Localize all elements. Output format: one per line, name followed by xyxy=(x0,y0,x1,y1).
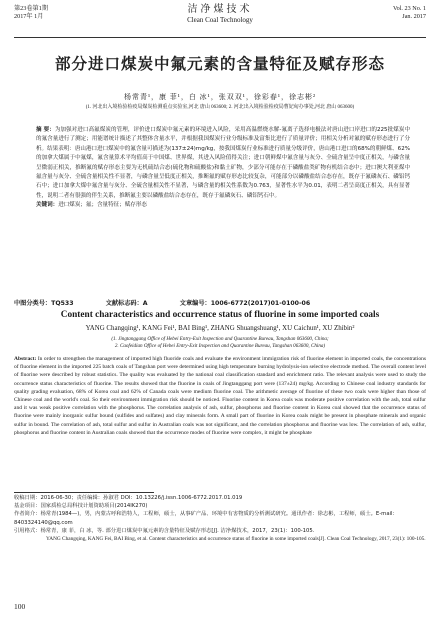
english-title: Content characteristics and occurrence status of fluorine in some imported coals xyxy=(60,310,380,320)
issue-date: 2017年 1月 xyxy=(14,13,44,20)
document-code: 文献标志码：A xyxy=(105,300,148,307)
issue-date-en: Jan. 2017 xyxy=(402,13,426,20)
abstract-paragraph xyxy=(36,126,410,201)
abstract-en-text: In order to strengthen the management of imported high fluoride coals and evaluate the environment immigration risk of fluorine element in imported coals, the concentrations of fluorine element in the imported 225 batch coals of Tangshan port were determined using high temperature burning hydrolysis-ion selective electrode method. The overall content level of fluorine were described by robust statistics. The quality was evaluated by the national coal classification standard and enrichment ratio. The relevant analysis were used to study the occurrence status characteristics of fluorine. The results showed that the fluorine in coals of Jingtanggang port were (137±24) mg/kg. According to Chinese coal industry standards for quality grading evaluation, 68% of Korea coal and 62% of Canada coals were medium fluorine coal. The arithmetic average of fluorine of these two coals were higher than those of Chinese coal and the world's coal. So their environment immigration risk should be noticed. Fluorine content in Korea coals was moderate positive correlation with the ash, total sulfur and it was weak positive correlation with the phosphorus. The correlation analysis of ash, sulfur, phosphorus and fluorine content in Korea coal showed that the occurrence status of fluorine were mainly inorganic sulfur bound (sulfides and sulfates) and clay minerals form. A small part of fluorine in Korea coals might be present in phosphate minerals and organic sulfur in bound. The correlation of ash, total sulfur and sulfur in Australian coals was not significant, and the correlation phosphorus and fluorine was low. The correlation of ash, sulfur, phosphorus and fluorine content in Australian coals showed that the occurrence modes of fluorine were complex, it might be phosphate xyxy=(14,356,427,436)
affiliation: (1. 河北出入境检验检疫局煤炭检测重点实验室,河北 唐山 063600; 2. 河北出入境检验检疫局曹妃甸办事处,河北 唐山 063600) xyxy=(85,105,355,110)
page-number: 100 xyxy=(14,602,26,611)
footnote-citation: 引用格式：杨常青，康 菲，白 冰，等. 部分进口煤炭中氟元素的含量特征及赋存形态[J]. 洁净煤技术，2017，23(1)：100-105. xyxy=(14,527,315,534)
paper-title: 部分进口煤炭中氟元素的含量特征及赋存形态 xyxy=(54,55,385,73)
english-affiliation-2: 2. Caofeidian Office of Hebei Entry-Exit Inspection and Quarantine Bureau, Tangshan 063600, China) xyxy=(114,343,326,349)
english-authors: YANG Changqing¹, KANG Fei¹, BAI Bing¹, ZHANG Shuangshuang¹, XU Caichun¹, XU Zhibin² xyxy=(85,325,355,332)
header-center xyxy=(14,3,426,25)
volume-issue-en: Vol. 23 No. 1 xyxy=(392,5,426,12)
article-number: 文章编号：1006-6772(2017)01-0100-06 xyxy=(179,300,311,307)
journal-name-en: Clean Coal Technology xyxy=(187,16,253,24)
volume-issue: 第23卷第1期 xyxy=(14,5,49,12)
journal-name-zh: 洁净煤技术 xyxy=(187,4,253,15)
clc-number: 中图分类号：TQ533 xyxy=(14,300,74,307)
author-list: 杨常青¹，康 菲¹，白 冰¹，张双双¹，徐彩春¹，徐志彬² xyxy=(123,93,317,101)
abstract-en xyxy=(14,355,426,437)
footnote-received: 收稿日期：2016-06-30；责任编辑：孙淑君 DOI：10.13226/j.issn.1006-6772.2017.01.019 xyxy=(14,495,243,501)
footnotes xyxy=(14,494,426,543)
footnote-citation-en: YANG Changqing, KANG Fei, BAI Bing, et al. Content characteristics and occurrence status of fluorine in some imported coals[J]. Clean Coal Technology, 2017, 23(1): 100-105. xyxy=(46,536,426,543)
keywords-label: 关键词： xyxy=(36,202,59,209)
header-rule xyxy=(14,37,426,38)
abstract-en-label: Abstract: xyxy=(14,356,37,362)
abstract-label: 摘 要： xyxy=(36,127,55,133)
english-affiliation-1: (1. Jingtanggang Office of Hebei Entry-Exit Inspection and Quarantine Bureau, Tangshan 063600, China; xyxy=(111,336,329,342)
footnote-rule xyxy=(14,492,154,493)
footnote-author-bio: 作者简介：杨常青(1984—)，男，内蒙古呼和浩特人，工程师，硕士，从事矿产品、环境中有害物质的分析测试研究。通讯作者：徐志彬，工程师，硕士。E-mail：8403324140@qq.com xyxy=(14,511,398,526)
abstract-text: 为加强对进口高氟煤炭的管理，评价进口煤炭中氟元素的环境进入风险，采用高温燃烧水解-氟离子选择电极法对唐山进口岸进口的225批煤炭中的氟含量进行了测定；用能谱统计描述了其整体含量水平，并根据我国煤炭行业分级标准及富集比进行了质量评价；用相关分析对氟的赋存形态进行了分析。结果表明：唐山港口进口煤炭中的氟含量可描述为(137±24)mg/kg，按我国煤炭行业标准进行质量分级评价，唐山港口进口的68%的朝鲜煤、62%的加拿大煤属于中氟煤，氟含量算术平均值高于中国煤、世界煤，其进入风险值得关注；进口朝鲜煤中氟含量与灰分、全硫含量呈中度正相关，与磷含量呈微弱正相关，推断氟的赋存形态主要为无机硫结合态(硫化物和硫酸盐)和黏土矿物，少部分可能存在于磷酸盐类矿物有机结合态中；进口澳大利亚煤中氟含量与灰分、全硫含量相关性不显著，与磷含量呈低度正相关，推断氟的赋存形态比较复杂，可能部分以磷酸盐结合态存在，既存于氟磷灰石、磷铝钙石中；进口加拿大煤中氟含量与灰分、全硫含量相关性不显著，与磷含量的相关性系数为0.763，显著性水平为0.01，表明二者呈高度正相关，具有显著性，说明二者有很强的伴生关系，推断氟主要以磷酸盐结合态存在，既存于氟磷灰石、磷铝钙石中。 xyxy=(36,127,410,199)
keywords-line xyxy=(36,201,410,210)
english-affiliations xyxy=(14,336,426,350)
header-right xyxy=(393,5,426,21)
abstract-en-paragraph xyxy=(14,355,426,437)
abstract-zh xyxy=(36,126,410,211)
footnote-funding: 基金项目：国家质检总局科技计划资助项目(2014IK270) xyxy=(14,503,148,510)
keywords-text: 进口煤炭；氟；含量特征；赋存形态 xyxy=(58,202,147,209)
running-header xyxy=(14,3,426,37)
classification-line xyxy=(14,298,426,307)
